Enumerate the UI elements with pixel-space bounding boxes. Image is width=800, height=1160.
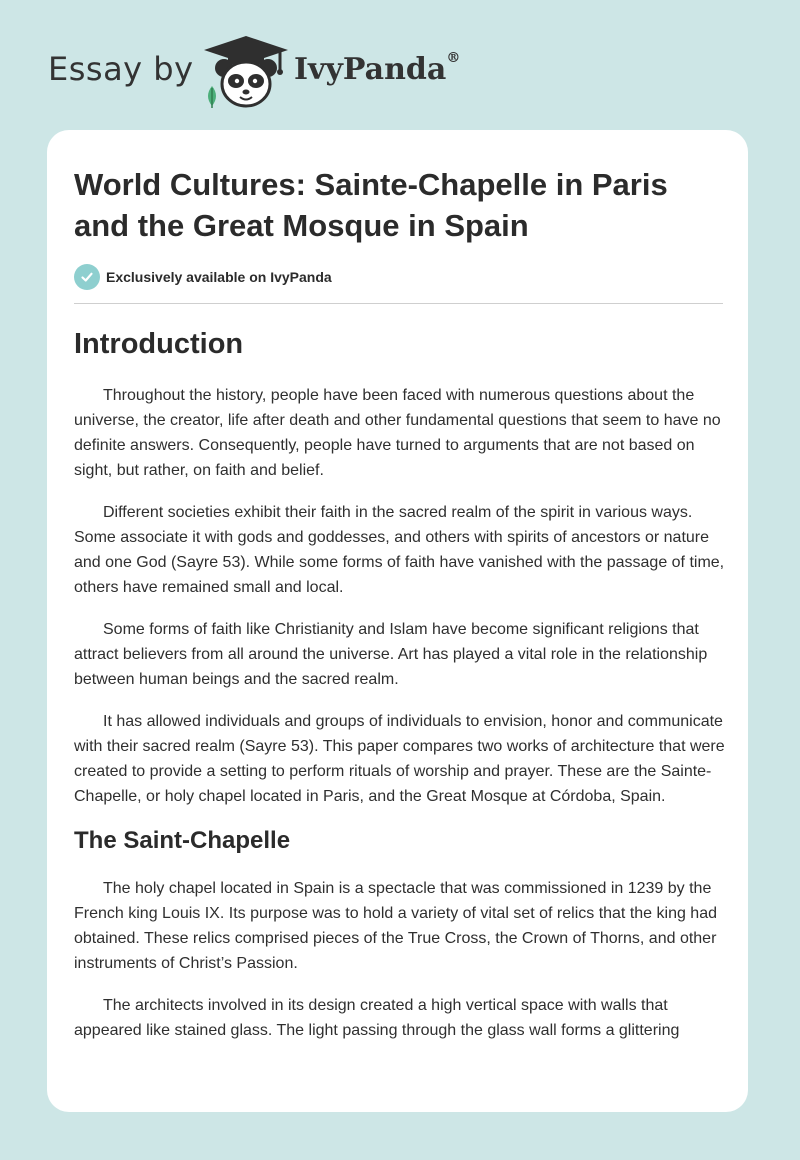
divider	[74, 303, 723, 304]
paragraph: It has allowed individuals and groups of individuals to envision, honor and communicate with their sacred realm (Sayre 53). This paper compares two works of architecture that were created to provide a setting to perform rituals of worship and prayer. These are the Sainte-Chapelle, or holy chapel located in Paris, and the Great Mosque at Córdoba, Spain.	[74, 713, 725, 805]
paragraph: The holy chapel located in Spain is a spectacle that was commissioned in 1239 by the French king Louis IX. Its purpose was to hold a variety of vital set of relics that the king had obtained. These relics comprised pieces of the True Cross, the Crown of Thorns, and other instruments of Christ’s Passion.	[74, 880, 717, 972]
brand-name-text: IvyPanda	[294, 52, 447, 87]
paragraph: Some forms of faith like Christianity and Islam have become significant religions that attract believers from all around the universe. Art has played a vital role in the relationship between human beings and the sacred realm.	[74, 621, 708, 688]
paragraph: Different societies exhibit their faith in the sacred realm of the spirit in various ways. Some associate it with gods and goddesses, and others with spirits of ancestors or nature and one God (Sayre 53). While some forms of faith have vanished with the passage of time, others have remained small and local.	[74, 504, 725, 596]
essay-title: World Cultures: Sainte-Chapelle in Paris and the Great Mosque in Spain	[74, 167, 668, 243]
section-heading-saint-chapelle: The Saint-Chapelle	[74, 827, 291, 854]
brand-name[interactable]	[294, 52, 460, 87]
exclusive-label: Exclusively available on IvyPanda	[106, 269, 332, 285]
exclusive-badge	[74, 264, 332, 290]
site-header	[0, 0, 800, 130]
essay-body	[74, 326, 726, 1060]
essay-card	[47, 130, 748, 1112]
registered-mark: ®	[446, 50, 461, 66]
paragraph: The architects involved in its design created a high vertical space with walls that appeared like stained glass. The light passing through the glass wall forms a glittering	[74, 997, 680, 1039]
check-icon	[74, 264, 100, 290]
panda-graduate-icon[interactable]	[200, 34, 292, 110]
brand-prefix: Essay by	[48, 50, 194, 88]
paragraph: Throughout the history, people have been faced with numerous questions about the universe, the creator, life after death and other fundamental questions that seem to have no definite answers. Consequently, people have turned to arguments that are not based on sight, but rather, on faith and belief.	[74, 387, 721, 479]
section-heading-introduction: Introduction	[74, 328, 244, 360]
